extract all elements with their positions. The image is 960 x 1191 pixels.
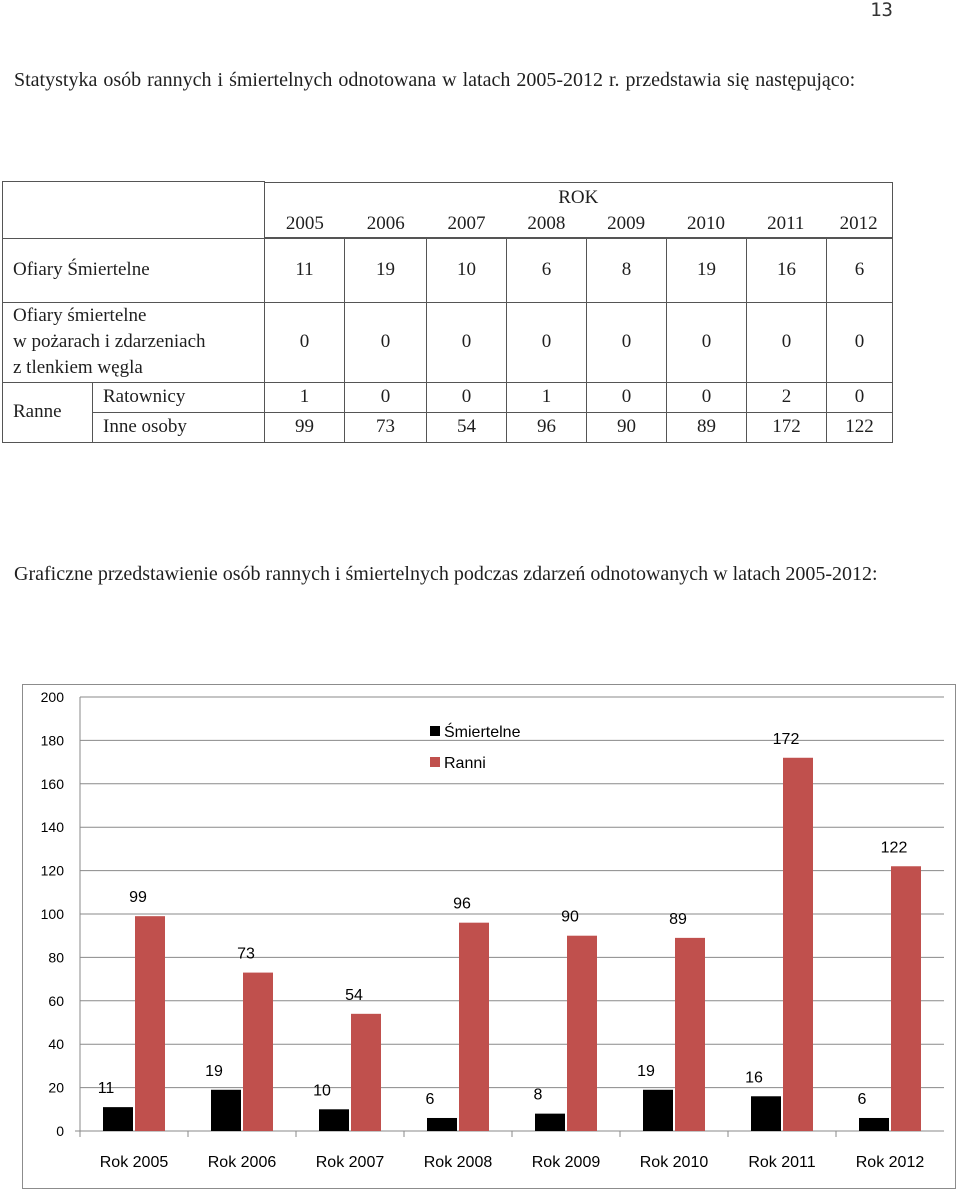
table-cell: 122 [827, 412, 893, 442]
table-cell: 96 [507, 412, 587, 442]
year-header: 2007 [447, 212, 486, 234]
y-tick-label: 160 [40, 775, 64, 792]
data-label: 19 [205, 1062, 223, 1080]
table-cell: 0 [345, 302, 427, 382]
legend-label: Ranni [444, 755, 486, 772]
bar-ranni [675, 938, 705, 1131]
data-label: 11 [97, 1080, 115, 1098]
table-cell: 0 [587, 382, 667, 412]
y-tick-label: 80 [48, 949, 64, 966]
bar-smiertelne [427, 1118, 457, 1131]
year-header: 2008 [527, 212, 566, 234]
year-header: 2012 [839, 212, 878, 234]
table-cell: 8 [587, 238, 667, 302]
y-tick-label: 200 [40, 689, 64, 705]
data-label: 6 [425, 1090, 435, 1108]
y-tick-label: 0 [56, 1123, 64, 1139]
y-tick-label: 40 [48, 1036, 64, 1053]
table-cell: 99 [265, 412, 345, 442]
table-cell: 6 [827, 238, 893, 302]
bar-ranni [567, 936, 597, 1131]
data-label: 73 [237, 945, 255, 963]
bar-ranni [459, 923, 489, 1131]
table-cell: 0 [667, 302, 747, 382]
x-tick-label: Rok 2005 [99, 1154, 169, 1171]
data-label: 54 [345, 986, 363, 1004]
data-label: 16 [745, 1069, 763, 1087]
table-cell: 172 [747, 412, 827, 442]
bar-smiertelne [751, 1096, 781, 1131]
year-header: 2006 [366, 212, 405, 234]
x-tick-label: Rok 2011 [748, 1154, 816, 1171]
table-cell: 19 [345, 238, 427, 302]
x-tick-label: Rok 2012 [855, 1154, 925, 1171]
data-label: 99 [129, 889, 147, 907]
y-tick-label: 180 [40, 732, 64, 749]
legend-swatch [430, 726, 440, 736]
y-tick-label: 140 [40, 819, 64, 836]
bar-ranni [351, 1014, 381, 1131]
page-number: 13 [870, 0, 893, 21]
table-cell: 0 [667, 382, 747, 412]
row-label-line: w pożarach i zdarzeniach [13, 331, 206, 352]
chart-intro-paragraph: Graficzne przedstawienie osób rannych i śmiertelnych podczas zdarzeń odnotowanych w latach 2005-2012: [14, 563, 878, 585]
table-cell: 0 [827, 382, 893, 412]
data-label: 89 [669, 910, 687, 928]
table-cell: 0 [587, 302, 667, 382]
data-label: 90 [561, 908, 579, 926]
table-cell: 1 [507, 382, 587, 412]
x-tick-label: Rok 2006 [207, 1154, 277, 1171]
x-tick-label: Rok 2007 [315, 1154, 385, 1171]
table-cell: 11 [265, 238, 345, 302]
subrow-label: Inne osoby [93, 412, 265, 442]
y-tick-label: 120 [40, 862, 64, 879]
table-cell: 10 [427, 238, 507, 302]
table-cell: 16 [747, 238, 827, 302]
data-label: 122 [880, 839, 908, 857]
row-label-line: Ofiary śmiertelne [13, 305, 147, 326]
bar-smiertelne [859, 1118, 889, 1131]
data-label: 6 [857, 1090, 867, 1108]
row-label: Ofiary Śmiertelne [3, 238, 265, 302]
bar-ranni [135, 916, 165, 1131]
table-cell: 0 [345, 382, 427, 412]
data-label: 8 [533, 1086, 543, 1104]
data-label: 172 [772, 730, 800, 748]
legend-swatch [430, 757, 440, 767]
table-cell: 0 [427, 382, 507, 412]
data-label: 96 [453, 895, 471, 913]
year-header: 2009 [607, 212, 646, 234]
table-cell: 0 [827, 302, 893, 382]
bar-smiertelne [319, 1109, 349, 1131]
year-header: 2005 [285, 212, 324, 234]
row-label-line: z tlenkiem węgla [13, 357, 143, 378]
ranne-label: Ranne [3, 382, 93, 442]
bar-ranni [243, 973, 273, 1131]
table-cell: 0 [265, 302, 345, 382]
year-header: 2010 [686, 212, 725, 234]
bar-smiertelne [211, 1090, 241, 1131]
bar-smiertelne [535, 1114, 565, 1131]
legend-label: Śmiertelne [444, 724, 521, 741]
table-cell: 89 [667, 412, 747, 442]
data-label: 19 [637, 1062, 655, 1080]
table-cell: 90 [587, 412, 667, 442]
bar-ranni [891, 866, 921, 1131]
table-cell: 73 [345, 412, 427, 442]
intro-paragraph: Statystyka osób rannych i śmiertelnych odnotowana w latach 2005-2012 r. przedstawia się następująco: [14, 69, 856, 91]
y-tick-label: 20 [48, 1079, 64, 1096]
x-tick-label: Rok 2008 [423, 1154, 493, 1171]
x-tick-label: Rok 2010 [639, 1154, 709, 1171]
table-cell: 6 [507, 238, 587, 302]
table-cell: 54 [427, 412, 507, 442]
table-cell: 0 [507, 302, 587, 382]
table-cell: 2 [747, 382, 827, 412]
y-tick-label: 100 [40, 906, 64, 922]
table-cell: 0 [427, 302, 507, 382]
x-tick-label: Rok 2009 [531, 1154, 601, 1171]
table-cell: 1 [265, 382, 345, 412]
year-header: 2011 [767, 212, 805, 234]
bar-smiertelne [103, 1107, 133, 1131]
y-tick-label: 60 [48, 992, 64, 1009]
rok-header: ROK [558, 186, 599, 208]
subrow-label: Ratownicy [93, 382, 265, 412]
bar-ranni [783, 758, 813, 1131]
table-cell: 0 [747, 302, 827, 382]
bar-smiertelne [643, 1090, 673, 1131]
data-label: 10 [313, 1082, 331, 1100]
table-cell: 19 [667, 238, 747, 302]
